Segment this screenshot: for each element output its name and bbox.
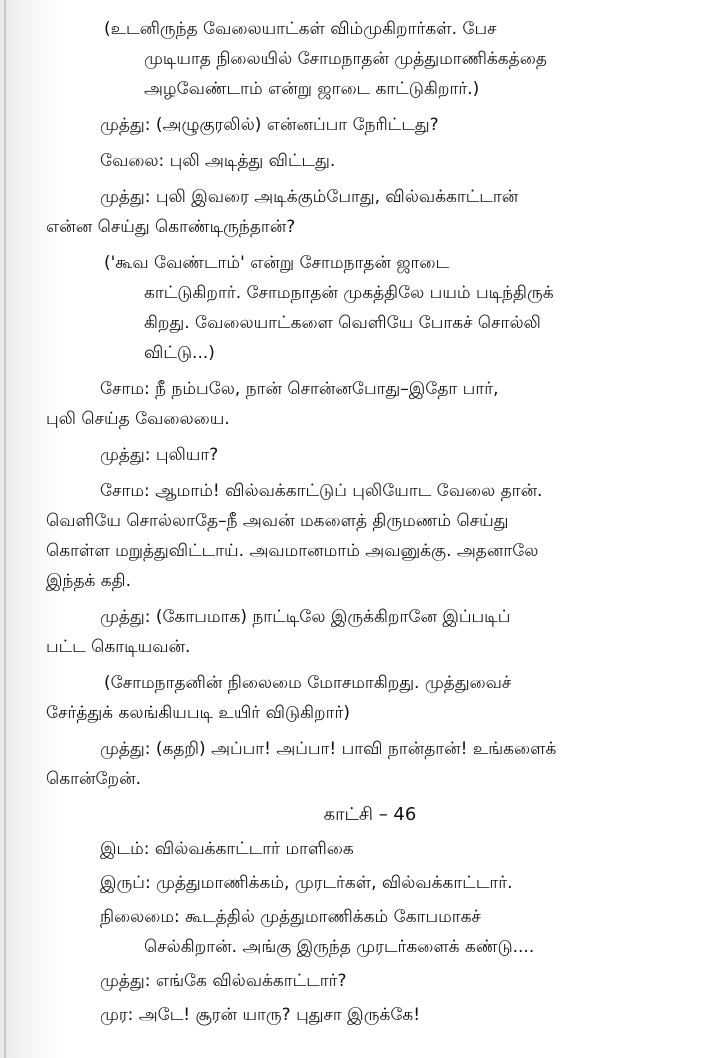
text-line: என்ன செய்து கொண்டிருந்தான்? [46,217,296,237]
scene-location [46,834,674,864]
dialogue-paragraph [46,182,674,242]
text-line: ('கூவ வேண்டாம்' என்று சோமநாதன் ஜாடை [104,253,450,273]
dialogue-paragraph [46,602,674,662]
text-line: வெளியே சொல்லாதே–நீ அவன் மகளைத் திருமணம் செய்து [46,511,509,531]
text-line: இடம்: வில்வக்காட்டார் மாளிகை [100,839,354,859]
text-line: வேலை: புலி அடித்து விட்டது. [100,151,336,171]
text-line: சேர்த்துக் கலங்கியபடி உயிர் விடுகிறார்) [46,703,350,723]
text-line: முடியாத நிலையில் சோமநாதன் முத்துமாணிக்கத்தை [144,49,547,69]
text-line: கொன்றேன். [46,769,142,789]
dialogue-paragraph [46,146,674,176]
text-line: முத்து: (கோபமாக) நாட்டிலே இருக்கிறானே இப்படிப் [100,607,511,627]
text-line: முத்து: (கதறி) அப்பா! அப்பா! பாவி நான்தான்! உங்களைக் [100,739,557,759]
stage-direction-paragraph [46,14,674,104]
text-line: முத்து: புலி இவரை அடிக்கும்போது, வில்வக்காட்டான் [100,187,519,207]
text-line: இந்தக் கதி. [46,571,131,591]
binding-edge-line [4,0,6,1058]
text-line: புலி செய்த வேலையை. [46,409,230,429]
text-line: செல்கிறான். அங்கு இருந்த முரடர்களைக் கண்டு.... [144,937,535,957]
text-line: சோம: ஆமாம்! வில்வக்காட்டுப் புலியோட வேலை தான். [100,481,543,501]
text-line: நிலைமை: கூடத்தில் முத்துமாணிக்கம் கோபமாகச் [100,907,481,927]
text-line: முத்து: புலியா? [100,445,219,465]
text-line: கொள்ள மறுத்துவிட்டாய். அவமானமாம் அவனுக்கு. அதனாலே [46,541,539,561]
dialogue-paragraph [46,374,674,434]
text-line: அழவேண்டாம் என்று ஜாடை காட்டுகிறார்.) [144,79,480,99]
scene-situation [46,902,674,962]
text-line: கிறது. வேலையாட்களை வெளியே போகச் சொல்லி [144,313,541,333]
text-line: முத்து: எங்கே வில்வக்காட்டார்? [100,971,347,991]
text-line: பட்ட கொடியவன். [46,637,191,657]
text-line: காட்டுகிறார். சோமநாதன் முகத்திலே பயம் படிந்திருக் [144,283,554,303]
scene-heading: காட்சி – 46 [323,804,417,825]
scene-characters [46,868,674,898]
text-line: (உடனிருந்த வேலையாட்கள் விம்முகிறார்கள். பேச [104,19,497,39]
dialogue-paragraph [46,734,674,794]
dialogue-paragraph [46,966,674,996]
dialogue-paragraph [46,440,674,470]
text-line: இருப்: முத்துமாணிக்கம், முரடர்கள், வில்வக்காட்டார். [100,873,513,893]
dialogue-paragraph [46,110,674,140]
text-line: சோம: நீ நம்பலே, நான் சொன்னபோது–இதோ பார், [100,379,499,399]
text-line: முர: அடே! சூரன் யாரு? புதுசா இருக்கே! [100,1005,421,1025]
text-line: முத்து: (அழுகுரலில்) என்னப்பா நேரிட்டது? [100,115,439,135]
text-line: விட்டு...) [144,343,215,363]
dialogue-paragraph [46,1000,674,1030]
page-content [46,14,674,1030]
dialogue-paragraph [46,476,674,596]
stage-direction-paragraph [46,248,674,368]
text-line: (சோமநாதனின் நிலைமை மோசமாகிறது. முத்துவைச் [104,673,512,693]
stage-direction-paragraph [46,668,674,728]
